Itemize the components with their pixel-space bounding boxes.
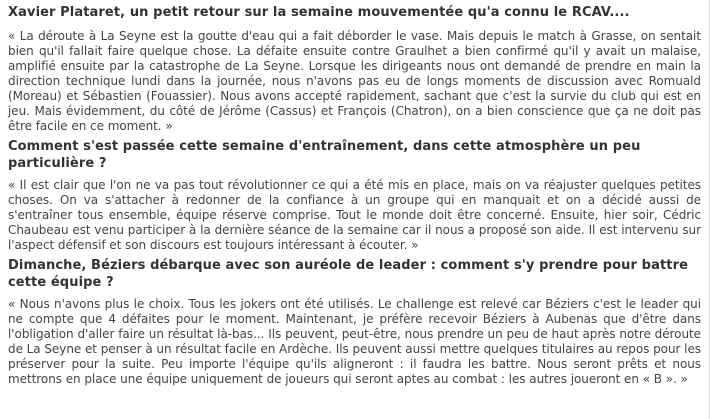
answer-1-paragraph: « La déroute à La Seyne est la goutte d'eau qui a fait déborder le vase. Mais depuis le match à Grasse, on sentait bien qu'il fallait faire quelque chose. La défaite ensuite contre Graulhet a bien confirmé qu'il y avait un malaise, amplifié ensuite par la catastrophe de La Seyne. Lorsque les dirigeants nous ont demandé de prendre en main la direction technique lundi dans la journée, nous n'avons pas eu de longs moments de discussion avec Romuald (Moreau) et Sébastien (Fouassier). Nous avons accepté rapidement, sachant que c'est la survie du club qui est en jeu. Mais évidemment, du côté de Jérôme (Cassus) et François (Chatron), on a bien conscience que ça ne doit pas être facile en ce moment. »	[8, 29, 701, 133]
answer-3-paragraph: « Nous n'avons plus le choix. Tous les jokers ont été utilisés. Le challenge est relevé car Béziers c'est le leader qui ne compte que 4 défaites pour le moment. Maintenant, je préfère recevoir Béziers à Aubenas que d'être dans l'obligation d'aller faire un résultat là-bas... Ils peuvent, peut-être, nous prendre un peu de haut après notre déroute de La Seyne et penser à un résultat facile en Ardèche. Ils peuvent aussi mettre quelques titulaires au repos pour les préserver pour la suite. Peu importe l'équipe qu'ils aligneront : il faudra les battre. Nous seront prêts et nous mettrons en place une équipe uniquement de joueurs qui seront aptes au combat : les autres joueront en « B ». »	[8, 297, 701, 386]
question-2-heading: Comment s'est passée cette semaine d'entraînement, dans cette atmosphère un peu particulière ?	[8, 139, 641, 171]
answer-2-paragraph: « Il est clair que l'on ne va pas tout révolutionner ce qui a été mis en place, mais on va réajuster quelques petites choses. On va s'attacher à redonner de la confiance à un groupe qui en manquait et on a décidé aussi de s'entraîner tous ensemble, équipe réserve comprise. Tout le monde doit être concerné. Ensuite, hier soir, Cédric Chaubeau est venu participer à la dernière séance de la semaine car il nous a proposé son aide. Il est intervenu sur l'aspect défensif et son discours est toujours intéressant à écouter. »	[8, 178, 701, 252]
question-3-heading: Dimanche, Béziers débarque avec son auréole de leader : comment s'y prendre pour battre cette équipe ?	[8, 258, 688, 290]
question-1-heading: Xavier Plataret, un petit retour sur la semaine mouvementée qu'a connu le RCAV....	[8, 5, 630, 20]
